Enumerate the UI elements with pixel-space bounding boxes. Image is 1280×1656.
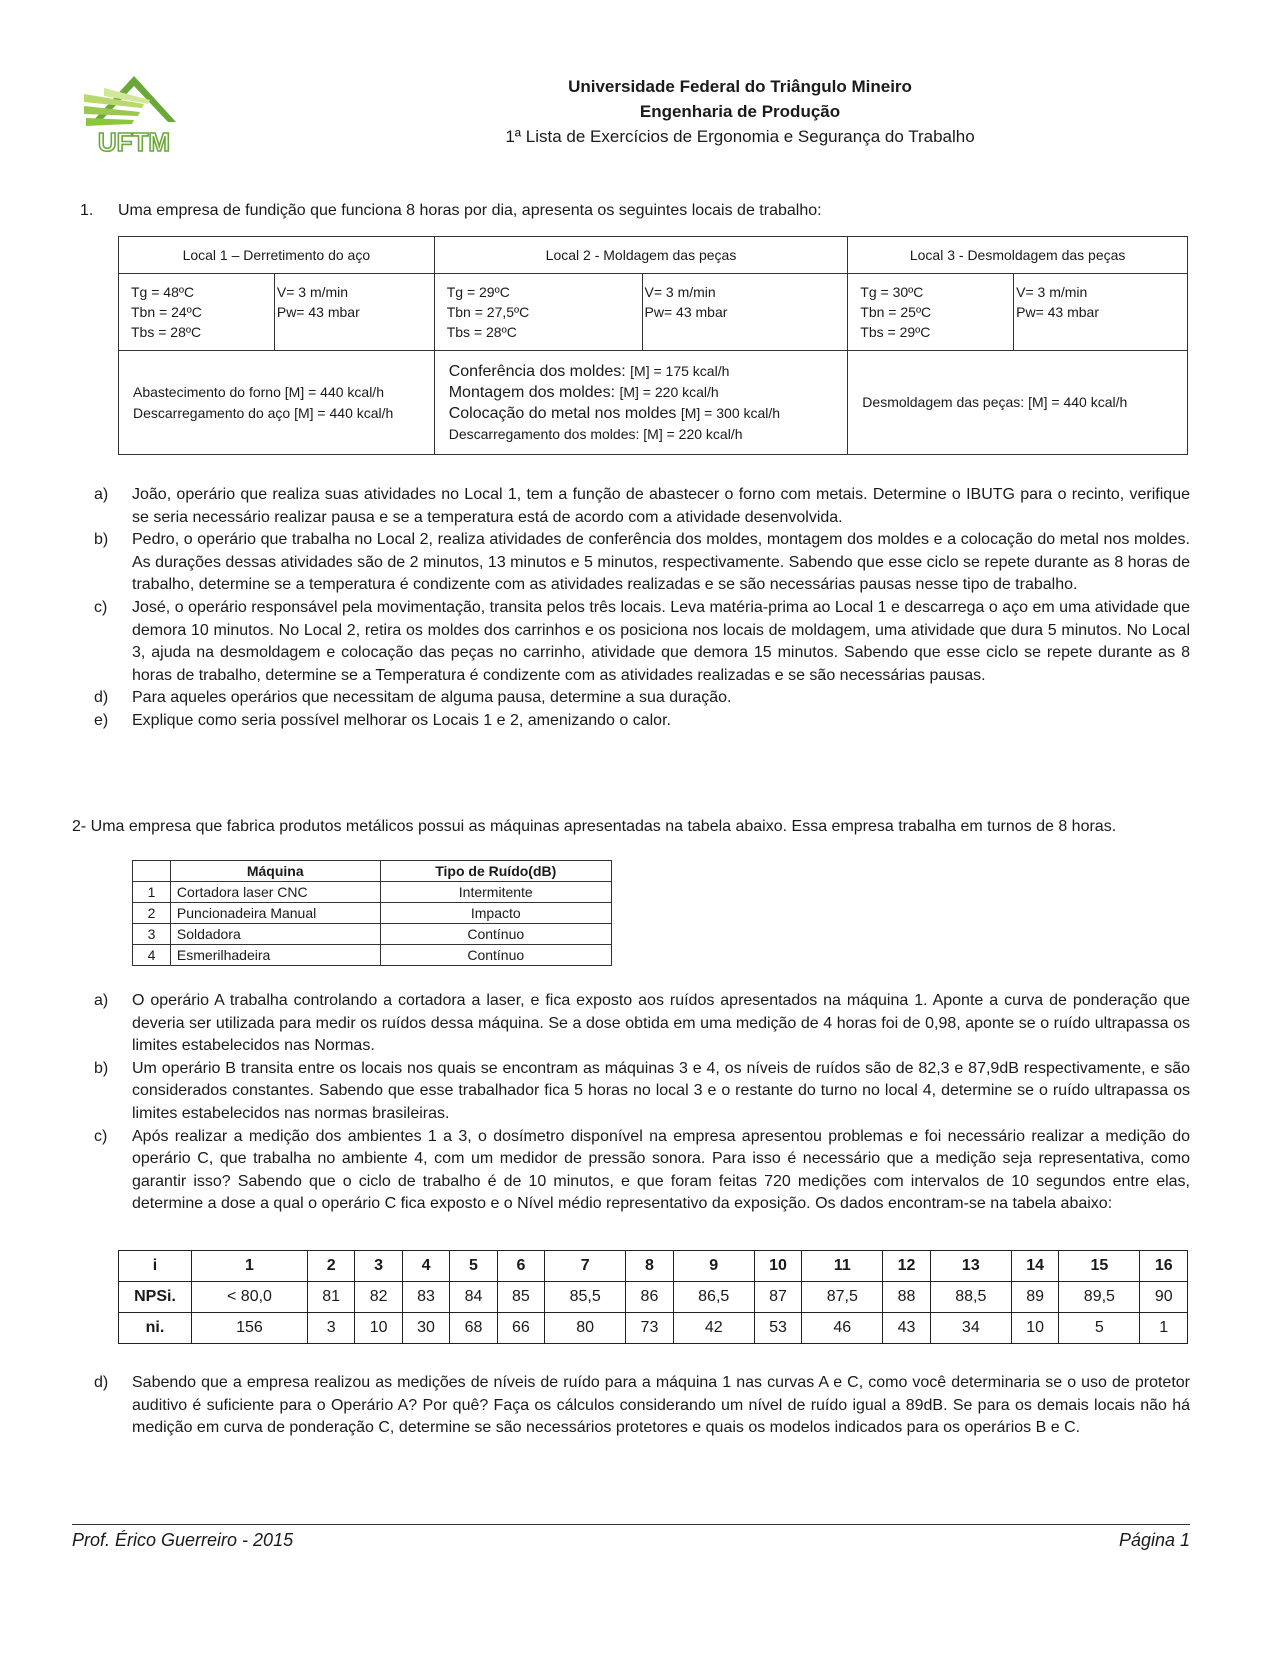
list-item: a) João, operário que realiza suas atividades no Local 1, tem a função de abastecer o forno com metais. Determine o IBUTG para o recinto, verifique se seria necessário realizar pausa e se a temperatura está de acordo com a atividade desenvolvida. — [94, 486, 1190, 526]
local-3-title: Local 3 - Desmoldagem das peças — [848, 237, 1188, 274]
footer-page-number: Página 1 — [1118, 1530, 1190, 1550]
noise-cell-ni: 1 — [1140, 1313, 1188, 1344]
noise-cell-i: 5 — [450, 1251, 497, 1282]
list-item: e) Explique como seria possível melhorar os Locais 1 e 2, amenizando o calor. — [94, 711, 671, 729]
noise-cell-npsi: 89,5 — [1059, 1282, 1140, 1313]
noise-cell-ni: 30 — [402, 1313, 449, 1344]
noise-cell-ni: 10 — [1011, 1313, 1058, 1344]
local-1-air: V= 3 m/min Pw= 43 mbar — [274, 274, 434, 351]
table-row-i: i 1 2 3 4 5 6 7 8 9 10 11 12 13 14 15 16 — [119, 1251, 1188, 1282]
noise-cell-ni: 73 — [626, 1313, 673, 1344]
local-2-temperatures: Tg = 29ºC Tbn = 27,5ºC Tbs = 28ºC — [434, 274, 642, 351]
local-2-air: V= 3 m/min Pw= 43 mbar — [642, 274, 848, 351]
list-item: b) Um operário B transita entre os locais nos quais se encontram as máquinas 3 e 4, os níveis de ruídos são de 82,3 e 87,9dB respectivamente, e são considerados constantes. Sabendo que esse trabalhador fica 5 horas no local 3 e o restante do turno no local 4, determine se o ruído ultrapassa os limites estabelecidos nas normas brasileiras. — [94, 1059, 1190, 1122]
list-item: c) José, o operário responsável pela movimentação, transita pelos três locais. Leva matéria-prima ao Local 1 e descarrega o aço em uma atividade que demora 10 minutos. No Local 2, retira os moldes dos carrinhos e os posiciona nos locais de moldagem, uma atividade que dura 5 minutos. No Local 3, ajuda na desmoldagem e colocação das peças no carrinho, atividade que demora 15 minutos. Sabendo que esse ciclo se repete durante as 8 horas de trabalho, determine se a Temperatura é condizente com as atividades realizadas e se são necessárias pausas. — [94, 598, 1190, 684]
noise-cell-npsi: 87,5 — [802, 1282, 883, 1313]
exercise-list-title: 1ª Lista de Exercícios de Ergonomia e Segurança do Trabalho — [505, 127, 975, 146]
noise-cell-ni: 46 — [802, 1313, 883, 1344]
machine-col-index — [133, 861, 171, 882]
noise-cell-ni: 5 — [1059, 1313, 1140, 1344]
question-1-items — [80, 484, 1190, 733]
noise-cell-ni: 34 — [930, 1313, 1011, 1344]
noise-cell-i: 14 — [1011, 1251, 1058, 1282]
footer-author: Prof. Érico Guerreiro - 2015 — [72, 1530, 294, 1550]
local-1-activities: Abastecimento do forno [M] = 440 kcal/h Descarregamento do aço [M] = 440 kcal/h — [119, 351, 435, 455]
noise-cell-npsi: < 80,0 — [192, 1282, 308, 1313]
noise-cell-ni: 43 — [883, 1313, 930, 1344]
table-row: 1 Cortadora laser CNC Intermitente — [133, 882, 612, 903]
list-item: c) Após realizar a medição dos ambientes 1 a 3, o dosímetro disponível na empresa apresentou problemas e foi necessário realizar a medição do operário C, que trabalha no ambiente 4, com um medidor de pressão sonora. Para isso é necessário que a medição seja representativa, como garantir isso? Sabendo que o ciclo de trabalho é de 10 minutos, e que foram feitas 720 medições com intervalos de 10 segundos entre elas, determine a dose a qual o operário C fica exposto e o Nível médio representativo da exposição. Os dados encontram-se na tabela abaixo: — [94, 1127, 1190, 1213]
noise-cell-npsi: 88 — [883, 1282, 930, 1313]
noise-cell-i: 10 — [754, 1251, 801, 1282]
noise-cell-i: 13 — [930, 1251, 1011, 1282]
noise-cell-npsi: 87 — [754, 1282, 801, 1313]
footer-divider — [72, 1524, 1190, 1525]
machine-col-name: Máquina — [170, 861, 380, 882]
table-row-ni: ni. 156 3 10 30 68 66 80 73 42 53 46 43 34 10 5 1 — [119, 1313, 1188, 1344]
noise-cell-npsi: 86 — [626, 1282, 673, 1313]
noise-cell-npsi: 90 — [1140, 1282, 1188, 1313]
noise-cell-npsi: 89 — [1011, 1282, 1058, 1313]
table-row: 4 Esmerilhadeira Contínuo — [133, 945, 612, 966]
list-item: b) Pedro, o operário que trabalha no Local 2, realiza atividades de conferência dos moldes, montagem dos moldes e a colocação do metal nos moldes. As durações dessas atividades são de 2 minutos, 13 minutos e 5 minutos, respectivamente. Sabendo que esse ciclo se repete durante as 8 horas de trabalho, determine se a temperatura é condizente com as atividades realizadas e se são necessárias pausas nesse tipo de trabalho. — [94, 531, 1190, 594]
local-2-activities: Conferência dos moldes: [M] = 175 kcal/h Montagem dos moldes: [M] = 220 kcal/h Colocação do metal nos moldes [M] = 300 kcal/h Descarregamento dos moldes: [M] = 220 kcal/h — [434, 351, 848, 455]
noise-cell-i: 16 — [1140, 1251, 1188, 1282]
noise-cell-ni: 80 — [545, 1313, 626, 1344]
noise-cell-ni: 42 — [673, 1313, 754, 1344]
question-1-number: 1. — [80, 202, 94, 219]
list-item: a) O operário A trabalha controlando a cortadora a laser, e fica exposto aos ruídos apresentados na máquina 1. Aponte a curva de ponderação que deveria ser utilizada para medir os ruídos dessa máquina. Se a dose obtida em uma medição de 4 horas foi de 0,98, aponte se o ruído ultrapassa os limites estabelecidos nas Normas. — [94, 992, 1190, 1055]
noise-cell-npsi: 84 — [450, 1282, 497, 1313]
noise-cell-npsi: 83 — [402, 1282, 449, 1313]
local-3-activities: Desmoldagem das peças: [M] = 440 kcal/h — [848, 351, 1188, 455]
table-row: 3 Soldadora Contínuo — [133, 924, 612, 945]
noise-cell-npsi: 85,5 — [545, 1282, 626, 1313]
question-2-items — [80, 990, 1190, 1216]
university-name: Universidade Federal do Triângulo Mineiro — [568, 77, 912, 96]
uftm-logo — [84, 74, 184, 156]
noise-cell-npsi: 86,5 — [673, 1282, 754, 1313]
course-name: Engenharia de Produção — [639, 102, 841, 121]
noise-cell-npsi: 81 — [307, 1282, 354, 1313]
noise-cell-npsi: 88,5 — [930, 1282, 1011, 1313]
noise-cell-i: 7 — [545, 1251, 626, 1282]
page-header — [80, 70, 1200, 160]
noise-cell-i: 4 — [402, 1251, 449, 1282]
noise-cell-i: 8 — [626, 1251, 673, 1282]
list-item: d) Sabendo que a empresa realizou as medições de níveis de ruído para a máquina 1 nas curvas A e C, como você determinaria se o uso de protetor auditivo é suficiente para o Operário A? Por quê? Faça os cálculos considerando um nível de ruído igual a 89dB. Se para os demais locais não há medição em curva de ponderação C, determine se são necessários protetores e quais os modelos indicados para os operários B e C. — [94, 1374, 1190, 1437]
noise-cell-ni: 10 — [355, 1313, 402, 1344]
question-2-text: 2- Uma empresa que fabrica produtos metálicos possui as máquinas apresentadas na tabela abaixo. Essa empresa trabalha em turnos de 8 horas. — [72, 818, 1117, 835]
question-2-item-d — [80, 1372, 1190, 1440]
noise-cell-npsi: 82 — [355, 1282, 402, 1313]
local-1-title: Local 1 – Derretimento do aço — [119, 237, 435, 274]
local-3-temperatures: Tg = 30ºC Tbn = 25ºC Tbs = 29ºC — [848, 274, 1014, 351]
list-item: d) Para aqueles operários que necessitam de alguma pausa, determine a sua duração. — [94, 689, 732, 707]
machine-table — [132, 860, 612, 966]
noise-cell-i: 3 — [355, 1251, 402, 1282]
noise-cell-i: 15 — [1059, 1251, 1140, 1282]
local-2-title: Local 2 - Moldagem das peças — [434, 237, 848, 274]
noise-cell-ni: 68 — [450, 1313, 497, 1344]
noise-cell-i: 2 — [307, 1251, 354, 1282]
table-row-npsi: NPSi. < 80,0 81 82 83 84 85 85,5 86 86,5 87 87,5 88 88,5 89 89,5 90 — [119, 1282, 1188, 1313]
svg-text:UFTM: UFTM — [97, 127, 171, 156]
noise-cell-i: 11 — [802, 1251, 883, 1282]
noise-cell-ni: 156 — [192, 1313, 308, 1344]
noise-cell-npsi: 85 — [497, 1282, 544, 1313]
noise-cell-i: 12 — [883, 1251, 930, 1282]
local-3-air: V= 3 m/min Pw= 43 mbar — [1014, 274, 1188, 351]
noise-cell-i: 6 — [497, 1251, 544, 1282]
machine-col-noise: Tipo de Ruído(dB) — [380, 861, 611, 882]
noise-cell-ni: 53 — [754, 1313, 801, 1344]
noise-cell-i: 1 — [192, 1251, 308, 1282]
local-1-temperatures: Tg = 48ºC Tbn = 24ºC Tbs = 28ºC — [119, 274, 275, 351]
locals-table — [118, 236, 1188, 455]
question-1-text: Uma empresa de fundição que funciona 8 horas por dia, apresenta os seguintes locais de trabalho: — [118, 202, 822, 219]
table-row: 2 Puncionadeira Manual Impacto — [133, 903, 612, 924]
noise-cell-ni: 66 — [497, 1313, 544, 1344]
noise-cell-i: 9 — [673, 1251, 754, 1282]
noise-measurement-table — [118, 1250, 1188, 1344]
noise-cell-ni: 3 — [307, 1313, 354, 1344]
